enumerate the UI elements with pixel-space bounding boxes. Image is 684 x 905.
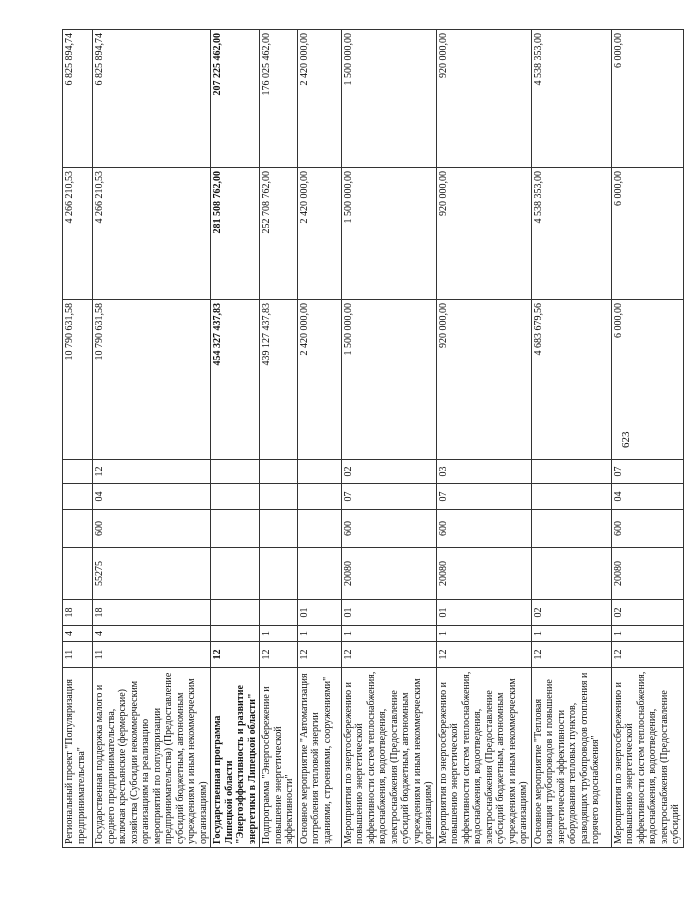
amount-year-3: 1 500 000,00 xyxy=(341,30,436,168)
code-event: 02 xyxy=(611,600,683,626)
code-expense-type: 600 xyxy=(436,510,531,548)
code-direction xyxy=(531,548,611,600)
code-subprogram: 1 xyxy=(436,626,531,642)
table-row xyxy=(63,30,93,848)
code-expense-type xyxy=(297,510,341,548)
code-section: 07 xyxy=(436,484,531,510)
code-event: 18 xyxy=(93,600,211,626)
code-expense-type: 600 xyxy=(611,510,683,548)
code-subprogram: 1 xyxy=(341,626,436,642)
code-expense-type: 600 xyxy=(93,510,211,548)
code-direction xyxy=(211,548,260,600)
code-subprogram: 4 xyxy=(63,626,93,642)
table-row xyxy=(211,30,260,848)
code-program: 12 xyxy=(531,642,611,668)
code-subprogram: 1 xyxy=(611,626,683,642)
amount-year-2: 2 420 000,00 xyxy=(297,168,341,300)
code-program: 12 xyxy=(297,642,341,668)
code-section xyxy=(63,484,93,510)
code-event: 02 xyxy=(531,600,611,626)
row-name: Государственная программа Липецкой области "Энергоэффективность и развитие энергетики в Липецкой области" xyxy=(211,668,260,848)
table-row xyxy=(93,30,211,848)
code-program: 11 xyxy=(63,642,93,668)
code-subsection xyxy=(297,460,341,484)
table-row xyxy=(260,30,298,848)
code-subsection xyxy=(260,460,298,484)
code-direction: 55275 xyxy=(93,548,211,600)
amount-year-2: 4 266 210,53 xyxy=(93,168,211,300)
code-program: 11 xyxy=(93,642,211,668)
amount-year-3: 6 825 894,74 xyxy=(63,30,93,168)
code-program: 12 xyxy=(611,642,683,668)
code-subsection: 02 xyxy=(341,460,436,484)
amount-year-1: 1 500 000,00 xyxy=(341,300,436,460)
code-subsection xyxy=(531,460,611,484)
code-event xyxy=(211,600,260,626)
code-subsection: 07 xyxy=(611,460,683,484)
code-event: 01 xyxy=(297,600,341,626)
code-section xyxy=(297,484,341,510)
code-event: 01 xyxy=(341,600,436,626)
amount-year-1: 439 127 437,83 xyxy=(260,300,298,460)
code-section xyxy=(211,484,260,510)
amount-year-1: 10 790 631,58 xyxy=(63,300,93,460)
code-section: 04 xyxy=(93,484,211,510)
code-direction xyxy=(260,548,298,600)
code-event xyxy=(260,600,298,626)
code-subprogram: 4 xyxy=(93,626,211,642)
amount-year-2: 252 708 762,00 xyxy=(260,168,298,300)
amount-year-2: 1 500 000,00 xyxy=(341,168,436,300)
code-direction xyxy=(63,548,93,600)
code-subsection xyxy=(211,460,260,484)
code-section xyxy=(260,484,298,510)
amount-year-1: 6 000,00 xyxy=(611,300,683,460)
table-row xyxy=(611,30,683,848)
code-expense-type xyxy=(260,510,298,548)
row-name: Региональный проект "Популяризация предпринимательства" xyxy=(63,668,93,848)
amount-year-3: 207 225 462,00 xyxy=(211,30,260,168)
amount-year-3: 2 420 000,00 xyxy=(297,30,341,168)
amount-year-1: 920 000,00 xyxy=(436,300,531,460)
budget-table xyxy=(62,29,684,848)
code-direction: 20080 xyxy=(611,548,683,600)
table-row xyxy=(341,30,436,848)
code-subsection: 03 xyxy=(436,460,531,484)
amount-year-2: 6 000,00 xyxy=(611,168,683,300)
row-name: Мероприятия по энергосбережению и повышению энергетической эффективности систем теплоснабжения, водоснабжения, водоотведения, электроснабжения (Предоставление субсидий xyxy=(611,668,683,848)
amount-year-2: 4 266 210,53 xyxy=(63,168,93,300)
table-row xyxy=(297,30,341,848)
code-event: 18 xyxy=(63,600,93,626)
code-subprogram xyxy=(211,626,260,642)
table-row xyxy=(436,30,531,848)
amount-year-1: 4 683 679,56 xyxy=(531,300,611,460)
row-name: Подпрограмма "Энергосбережение и повышение энергетической эффективности" xyxy=(260,668,298,848)
amount-year-1: 454 327 437,83 xyxy=(211,300,260,460)
amount-year-1: 10 790 631,58 xyxy=(93,300,211,460)
code-expense-type xyxy=(211,510,260,548)
code-subprogram: 1 xyxy=(297,626,341,642)
row-name: Государственная поддержка малого и среднего предпринимательства, включая крестьянские (фермерские) хозяйства (Субсидии некоммерческим организациям на реализацию мероприятий по популяризации предпринимательства) (Предоставление субсидий бюджетным, автономным учреждениям и иным некоммерческим организациям) xyxy=(93,668,211,848)
code-program: 12 xyxy=(260,642,298,668)
code-program: 12 xyxy=(436,642,531,668)
code-subsection xyxy=(63,460,93,484)
amount-year-3: 4 538 353,00 xyxy=(531,30,611,168)
code-section xyxy=(531,484,611,510)
row-name: Мероприятия по энергосбережению и повышению энергетической эффективности систем теплоснабжения, водоснабжения, водоотведения, электроснабжения (Предоставление субсидий бюджетным, автономным учреждениям и иным некоммерческим организациям) xyxy=(436,668,531,848)
code-expense-type xyxy=(63,510,93,548)
code-event: 01 xyxy=(436,600,531,626)
table-row xyxy=(531,30,611,848)
amount-year-3: 6 825 894,74 xyxy=(93,30,211,168)
row-name: Основное мероприятие "Автоматизация потребления тепловой энергии зданиями, строениями, сооружениями" xyxy=(297,668,341,848)
code-expense-type xyxy=(531,510,611,548)
code-subsection: 12 xyxy=(93,460,211,484)
code-direction xyxy=(297,548,341,600)
code-program: 12 xyxy=(341,642,436,668)
page-number: 623 xyxy=(620,431,632,448)
code-section: 07 xyxy=(341,484,436,510)
code-expense-type: 600 xyxy=(341,510,436,548)
code-subprogram: 1 xyxy=(531,626,611,642)
amount-year-3: 920 000,00 xyxy=(436,30,531,168)
row-name: Основное мероприятие "Тепловая изоляция трубопроводов и повышение энергетической эффективности оборудования тепловых пунктов, разводящих трубопроводов отопления и горячего водоснабжения" xyxy=(531,668,611,848)
code-section: 04 xyxy=(611,484,683,510)
amount-year-3: 176 025 462,00 xyxy=(260,30,298,168)
amount-year-2: 281 508 762,00 xyxy=(211,168,260,300)
amount-year-2: 4 538 353,00 xyxy=(531,168,611,300)
row-name: Мероприятия по энергосбережению и повышению энергетической эффективности систем теплоснабжения, водоснабжения, водоотведения, электроснабжения (Предоставление субсидий бюджетным, автономным учреждениям и иным некоммерческим организациям) xyxy=(341,668,436,848)
amount-year-3: 6 000,00 xyxy=(611,30,683,168)
code-direction: 20080 xyxy=(436,548,531,600)
amount-year-1: 2 420 000,00 xyxy=(297,300,341,460)
code-subprogram: 1 xyxy=(260,626,298,642)
code-direction: 20080 xyxy=(341,548,436,600)
amount-year-2: 920 000,00 xyxy=(436,168,531,300)
code-program: 12 xyxy=(211,642,260,668)
